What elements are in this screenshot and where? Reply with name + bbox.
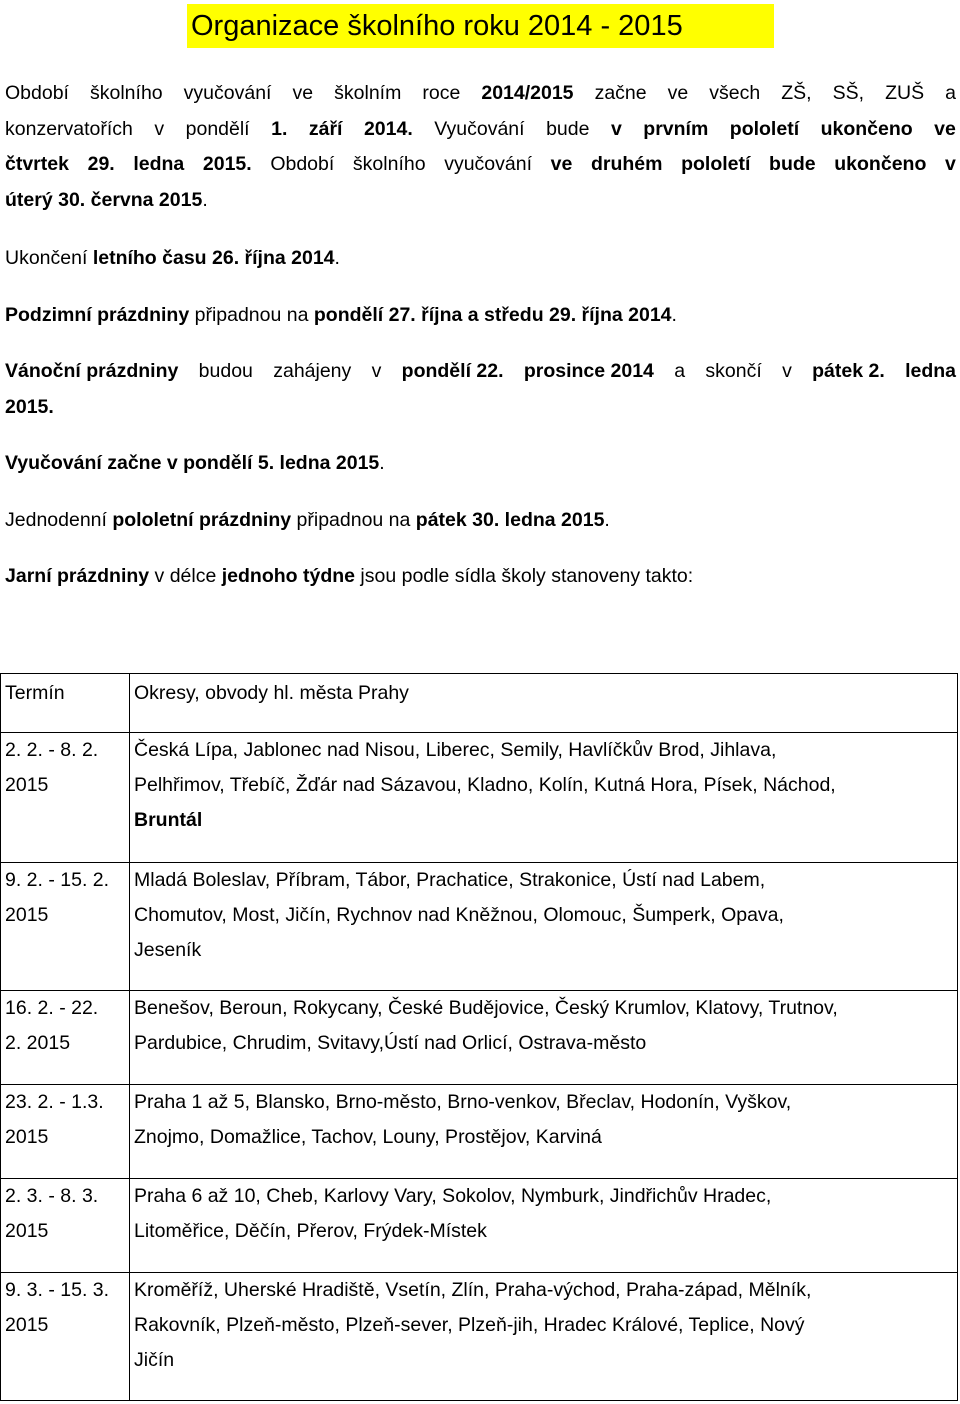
word: prosince 2014 [523, 360, 654, 382]
word: školním [334, 82, 402, 104]
word: 2014/2015 [481, 82, 574, 104]
word: a [945, 82, 956, 104]
word: skončí [705, 360, 762, 382]
date-cell: 2. 3. - 8. 3. 2015 [1, 1179, 130, 1273]
word: ve [550, 153, 573, 175]
word: konzervatořích [5, 118, 133, 140]
table-row [1, 1273, 958, 1401]
date-cell: 9. 3. - 15. 3. 2015 [1, 1273, 130, 1401]
word: v [782, 360, 792, 382]
table-row [1, 733, 958, 863]
table-row [1, 1085, 958, 1179]
districts-cell: Kroměříž, Uherské Hradiště, Vsetín, Zlín, Praha-východ, Praha-západ, Mělník, Rakovník, Plzeň-město, Plzeň-sever, Plzeň-jih, Hradec Králové, Teplice, Nový Jičín [130, 1273, 958, 1401]
word: v [371, 360, 382, 382]
para-1-line-1 [5, 82, 956, 105]
date-cell: 16. 2. - 22. 2. 2015 [1, 991, 130, 1085]
word: Období [270, 153, 335, 175]
page-title: Organizace školního roku 2014 - 2015 [187, 4, 774, 48]
table-header-row [1, 674, 958, 733]
districts-cell: Česká Lípa, Jablonec nad Nisou, Liberec, Semily, Havlíčkův Brod, Jihlava, Pelhřimov, Třebíč, Žďár nad Sázavou, Kladno, Kolín, Kutná Hora, Písek, Náchod, Bruntál [130, 733, 958, 863]
header-term: Termín [1, 674, 130, 733]
word: školního [90, 82, 163, 104]
spring-holidays-table [0, 673, 958, 1401]
word: školního [352, 153, 426, 175]
word: Vánoční prázdniny [5, 360, 179, 382]
para-1-line-3 [5, 153, 956, 176]
word: budou [198, 360, 253, 382]
word: ukončeno [834, 153, 927, 175]
word: ZŠ, [781, 82, 812, 104]
districts-cell: Benešov, Beroun, Rokycany, České Budějovice, Český Krumlov, Klatovy, Trutnov, Pardubice, Chrudim, Svitavy,Ústí nad Orlicí, Ostrava-město [130, 991, 958, 1085]
table-row [1, 1179, 958, 1273]
word: v [944, 153, 956, 175]
word: září [308, 118, 343, 140]
word: Období [5, 82, 69, 104]
word: druhém [590, 153, 663, 175]
word: pololetí [729, 118, 800, 140]
word: pololetí [681, 153, 751, 175]
para-1-line-4: úterý 30. června 2015. [5, 189, 208, 211]
word: prvním [643, 118, 709, 140]
word: 1. [271, 118, 288, 140]
districts-cell: Praha 6 až 10, Cheb, Karlovy Vary, Sokolov, Nymburk, Jindřichův Hradec, Litoměřice, Děčín, Přerov, Frýdek-Místek [130, 1179, 958, 1273]
date-cell: 2. 2. - 8. 2. 2015 [1, 733, 130, 863]
word: v [610, 118, 622, 140]
header-districts: Okresy, obvody hl. města Prahy [130, 674, 958, 733]
date-cell: 23. 2. - 1.3. 2015 [1, 1085, 130, 1179]
date-cell: 9. 2. - 15. 2. 2015 [1, 863, 130, 991]
word: a [674, 360, 686, 382]
word: pátek 2. [812, 360, 885, 382]
word: 29. [87, 153, 115, 175]
word: čtvrtek [5, 153, 69, 175]
para-spring-holidays: Jarní prázdniny v délce jednoho týdne jsou podle sídla školy stanoveny takto: [5, 565, 694, 587]
word: všech [709, 82, 761, 104]
word: zahájeny [273, 360, 352, 382]
word: vyučování [444, 153, 532, 175]
para-christmas-line-1 [5, 360, 956, 383]
para-summer-time: Ukončení letního času 26. října 2014. [5, 247, 340, 269]
word: vyučování [183, 82, 272, 104]
word: v [154, 118, 165, 140]
word: 2015. [202, 153, 252, 175]
word: roce [422, 82, 461, 104]
table-row [1, 863, 958, 991]
word: 2014. [363, 118, 413, 140]
word: ZUŠ [885, 82, 925, 104]
word: ve [667, 82, 689, 104]
word: pondělí 22. [401, 360, 504, 382]
para-school-resumes: Vyučování začne v pondělí 5. ledna 2015. [5, 452, 385, 474]
word: pondělí [185, 118, 250, 140]
table-row [1, 991, 958, 1085]
word: ve [292, 82, 314, 104]
word: ukončeno [820, 118, 913, 140]
para-autumn-holidays: Podzimní prázdniny připadnou na pondělí 27. října a středu 29. října 2014. [5, 304, 677, 326]
word: začne [594, 82, 647, 104]
para-half-year-holiday: Jednodenní pololetní prázdniny připadnou na pátek 30. ledna 2015. [5, 509, 610, 531]
word: bude [769, 153, 816, 175]
word: bude [546, 118, 590, 140]
word: Vyučování [434, 118, 525, 140]
para-christmas-line-2: 2015. [5, 396, 54, 418]
districts-cell: Praha 1 až 5, Blansko, Brno-město, Brno-venkov, Břeclav, Hodonín, Vyškov, Znojmo, Domažlice, Tachov, Louny, Prostějov, Karviná [130, 1085, 958, 1179]
word: ledna [905, 360, 956, 382]
word: ledna [133, 153, 185, 175]
word: ve [934, 118, 956, 140]
districts-cell: Mladá Boleslav, Příbram, Tábor, Prachatice, Strakonice, Ústí nad Labem, Chomutov, Most, Jičín, Rychnov nad Kněžnou, Olomouc, Šumperk, Opava, Jeseník [130, 863, 958, 991]
word: SŠ, [832, 82, 865, 104]
para-1-line-2 [5, 118, 956, 141]
